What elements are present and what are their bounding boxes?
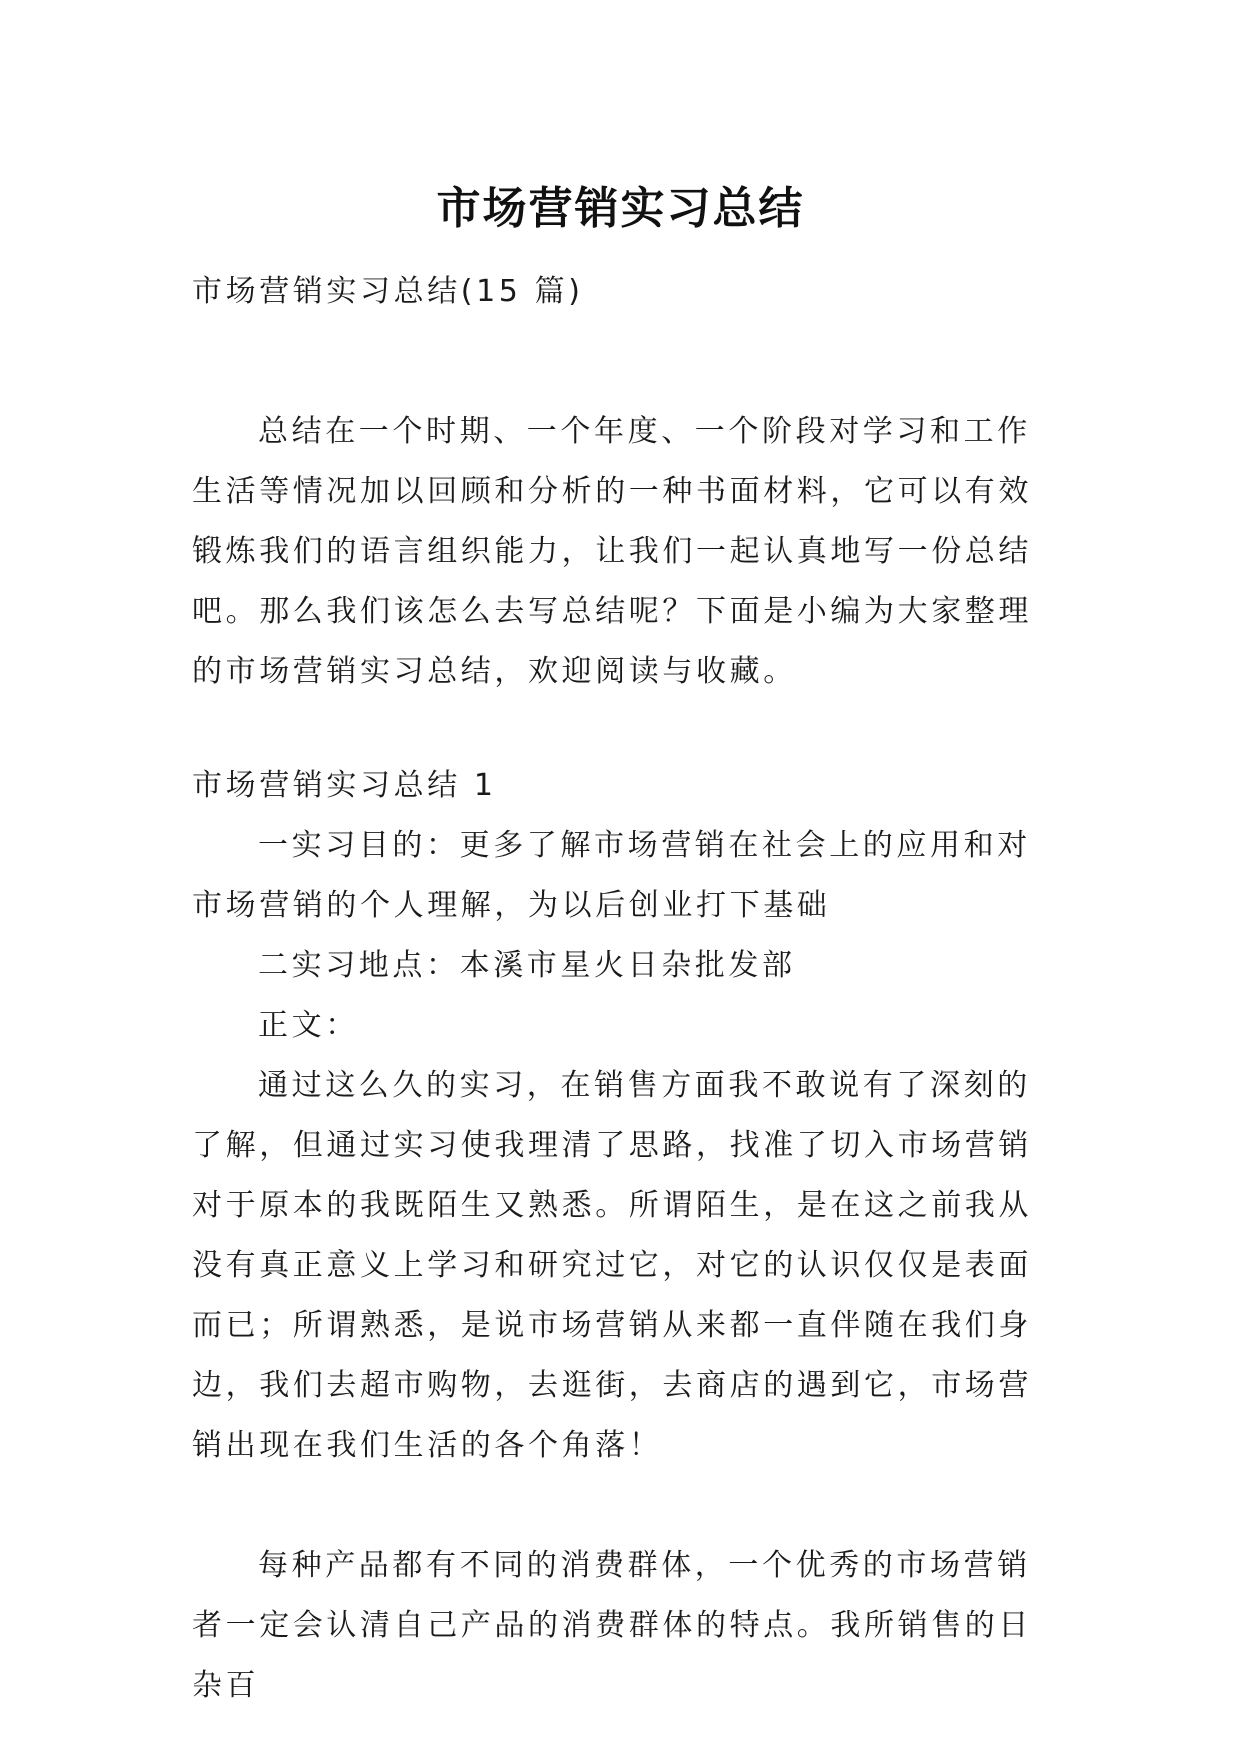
body-paragraph: 通过这么久的实习，在销售方面我不敢说有了深刻的了解，但通过实习使我理清了思路，找准了切入市场营销对于原本的我既陌生又熟悉。所谓陌生，是在这之前我从没有真正意义上学习和研究过它，对它的认识仅仅是表面而已；所谓熟悉，是说市场营销从来都一直伴随在我们身边，我们去超市购物，去逛街，去商店的遇到它，市场营销出现在我们生活的各个角落！ [192,1068,1032,1463]
place-paragraph: 二实习地点：本溪市星火日杂批发部 [258,948,796,983]
purpose-paragraph: 一实习目的：更多了解市场营销在社会上的应用和对市场营销的个人理解，为以后创业打下基础 [192,828,1031,923]
main-label: 正文： [258,1008,359,1043]
document-title: 市场营销实习总结 [436,183,805,235]
section-heading: 市场营销实习总结 1 [192,768,497,803]
document-subtitle: 市场营销实习总结(15 篇) [192,274,584,309]
body-paragraph-continued: 每种产品都有不同的消费群体，一个优秀的市场营销者一定会认清自己产品的消费群体的特点。我所销售的日杂百 [192,1548,1032,1703]
intro-paragraph: 总结在一个时期、一个年度、一个阶段对学习和工作生活等情况加以回顾和分析的一种书面材料，它可以有效锻炼我们的语言组织能力，让我们一起认真地写一份总结吧。那么我们该怎么去写总结呢？下面是小编为大家整理的市场营销实习总结，欢迎阅读与收藏。 [192,414,1032,689]
